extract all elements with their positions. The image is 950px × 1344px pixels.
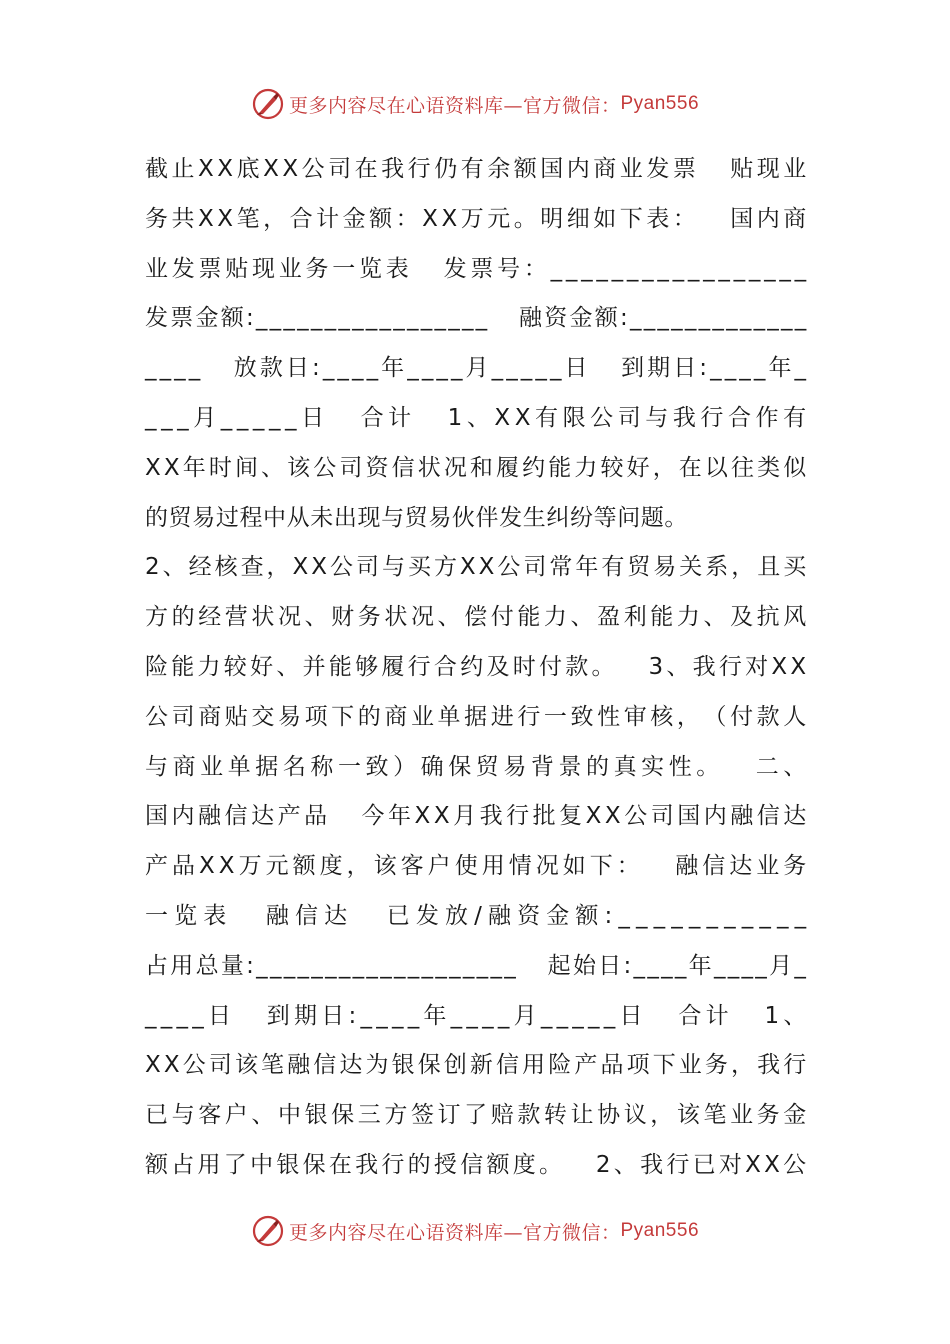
text-line: 产 品 X X 万 元 额 度 ， 该 客 户 使 用 情 况 如 下 ： 融 信 达 业 务: [145, 853, 807, 880]
text-line: 的 贸 易 过 程 中 从 未 出 现 与 贸 易 伙 伴 发 生 纠 纷 等 问 题 。: [145, 504, 689, 531]
text-line: 截 止 X X 底 X X 公 司 在 我 行 仍 有 余 额 国 内 商 业 发 票 贴 现 业: [145, 156, 807, 182]
document-body: [145, 145, 807, 1191]
watermark-wechat-id: Pyan556: [620, 1220, 700, 1241]
text-line: 与 商 业 单 据 名 称 一 致 ） 确 保 贸 易 背 景 的 真 实 性 。 二 、: [145, 753, 807, 780]
text-line: 额 占 用 了 中 银 保 在 我 行 的 授 信 额 度 。 2 、 我 行 已 对 X X 公: [145, 1151, 807, 1178]
text-line: 业 发 票 贴 现 业 务 一 览 表 发 票 号 ： _ _ _ _ _ _ _ _ _ _ _ _ _ _ _ _ _: [145, 255, 807, 282]
pen-logo-icon: [251, 1214, 285, 1248]
text-line: 发 票 金 额 : _ _ _ _ _ _ _ _ _ _ _ _ _ _ _ _ _ 融 资 金 额 : _ _ _ _ _ _ _ _ _ _ _ _ _: [145, 305, 807, 332]
text-line: 已 与 客 户 、 中 银 保 三 方 签 订 了 赔 款 转 让 协 议 ， 该 笔 业 务 金: [145, 1102, 807, 1129]
text-line: _ _ _ _ 放 款 日 : _ _ _ _ 年 _ _ _ _ 月 _ _ _ _ _ 日 到 期 日 : _ _ _ _ 年 _: [145, 355, 807, 382]
text-line: _ _ _ _ 日 到 期 日 : _ _ _ _ 年 _ _ _ _ 月 _ _ _ _ _ 日 合 计 1 、: [145, 1002, 807, 1029]
watermark-footer: [0, 1211, 950, 1251]
text-line: _ _ _ 月 _ _ _ _ _ 日 合 计 1 、 X X 有 限 公 司 与 我 行 合 作 有: [145, 404, 807, 431]
text-line: 占 用 总 量 : _ _ _ _ _ _ _ _ _ _ _ _ _ _ _ _ _ _ _ 起 始 日 : _ _ _ _ 年 _ _ _ _ 月 _: [145, 952, 807, 979]
text-line: 一 览 表 融 信 达 已 发 放 / 融 资 金 额 : _ _ _ _ _ _ _ _ _ _ _: [145, 902, 807, 929]
watermark-header: [0, 84, 950, 124]
watermark-site-text: 更多内容尽在心语资料库—官方微信：: [288, 1221, 621, 1244]
text-line: 务 共 X X 笔 ， 合 计 金 额 ： X X 万 元 。 明 细 如 下 表 ： 国 内 商: [145, 205, 807, 232]
text-line: X X 公 司 该 笔 融 信 达 为 银 保 创 新 信 用 险 产 品 项 下 业 务 ， 我 行: [145, 1052, 807, 1079]
text-line: 险 能 力 较 好 、 并 能 够 履 行 合 约 及 时 付 款 。 3 、 我 行 对 X X: [145, 653, 807, 680]
text-line: 方 的 经 营 状 况 、 财 务 状 况 、 偿 付 能 力 、 盈 利 能 力 、 及 抗 风: [145, 604, 807, 631]
text-line: 国 内 融 信 达 产 品 今 年 X X 月 我 行 批 复 X X 公 司 国 内 融 信 达: [145, 803, 807, 830]
text-line: 2 、 经 核 查 ， X X 公 司 与 买 方 X X 公 司 常 年 有 贸 易 关 系 ， 且 买: [145, 554, 807, 581]
text-line: 公 司 商 贴 交 易 项 下 的 商 业 单 据 进 行 一 致 性 审 核 ， （ 付 款 人: [145, 703, 807, 730]
pen-logo-icon: [251, 87, 285, 121]
text-line: X X 年 时 间 、 该 公 司 资 信 状 况 和 履 约 能 力 较 好 ， 在 以 往 类 似: [145, 454, 807, 481]
watermark-site-text: 更多内容尽在心语资料库—官方微信：: [288, 94, 621, 117]
watermark-wechat-id: Pyan556: [620, 93, 700, 114]
